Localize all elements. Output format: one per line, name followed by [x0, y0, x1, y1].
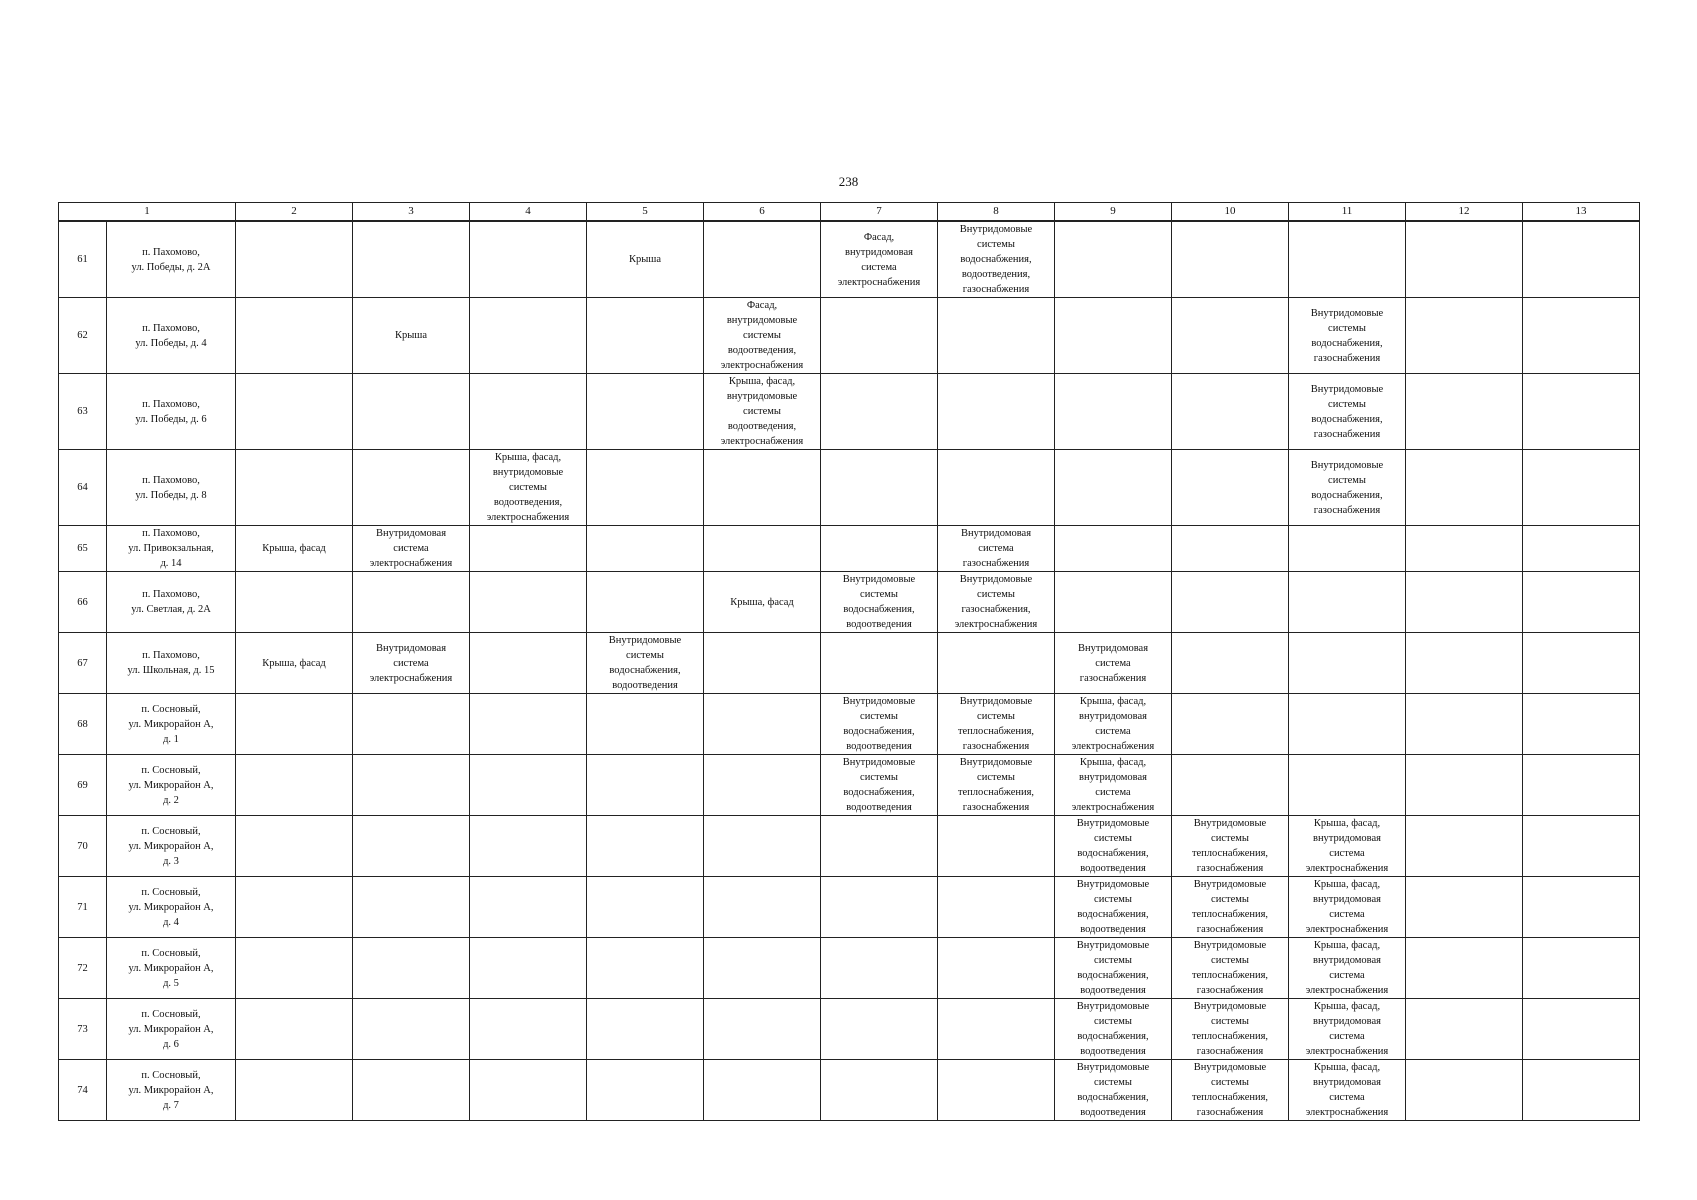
work-cell-col-5 — [587, 450, 704, 526]
work-cell-col-2: Крыша, фасад — [236, 526, 353, 572]
work-cell-col-13 — [1523, 1060, 1640, 1121]
table-row — [59, 374, 1640, 450]
column-header: 8 — [938, 203, 1055, 222]
work-cell-col-4 — [470, 633, 587, 694]
column-header: 9 — [1055, 203, 1172, 222]
work-cell-col-9: Внутридомовая система газоснабжения — [1055, 633, 1172, 694]
work-cell-col-12 — [1406, 633, 1523, 694]
work-cell-col-8: Внутридомовая система газоснабжения — [938, 526, 1055, 572]
page-number: 238 — [838, 174, 859, 189]
work-cell-col-6 — [704, 1060, 821, 1121]
work-cell-col-4 — [470, 572, 587, 633]
address-cell: п. Сосновый, ул. Микрорайон А, д. 6 — [107, 999, 236, 1060]
work-cell-col-12 — [1406, 298, 1523, 374]
work-cell-col-2 — [236, 999, 353, 1060]
work-cell-col-6 — [704, 816, 821, 877]
address-cell: п. Пахомово, ул. Светлая, д. 2А — [107, 572, 236, 633]
work-cell-col-10 — [1172, 572, 1289, 633]
work-cell-col-13 — [1523, 999, 1640, 1060]
work-cell-col-9 — [1055, 221, 1172, 298]
work-cell-col-5 — [587, 755, 704, 816]
work-cell-col-5 — [587, 298, 704, 374]
work-cell-col-4 — [470, 298, 587, 374]
work-cell-col-10 — [1172, 755, 1289, 816]
work-cell-col-3 — [353, 999, 470, 1060]
work-cell-col-10 — [1172, 450, 1289, 526]
table-row — [59, 526, 1640, 572]
table-row — [59, 221, 1640, 298]
work-cell-col-12 — [1406, 572, 1523, 633]
work-cell-col-11 — [1289, 755, 1406, 816]
work-cell-col-7: Внутридомовые системы водоснабжения, водоотведения — [821, 572, 938, 633]
table-row — [59, 999, 1640, 1060]
work-cell-col-4: Крыша, фасад, внутридомовые системы водоотведения, электроснабжения — [470, 450, 587, 526]
work-cell-col-5 — [587, 526, 704, 572]
work-cell-col-8 — [938, 816, 1055, 877]
work-cell-col-6 — [704, 526, 821, 572]
work-cell-col-5 — [587, 938, 704, 999]
work-cell-col-5: Крыша — [587, 221, 704, 298]
address-cell: п. Сосновый, ул. Микрорайон А, д. 2 — [107, 755, 236, 816]
work-cell-col-7 — [821, 298, 938, 374]
work-cell-col-2 — [236, 877, 353, 938]
row-number: 71 — [59, 877, 107, 938]
work-cell-col-6 — [704, 999, 821, 1060]
row-number: 72 — [59, 938, 107, 999]
row-number: 65 — [59, 526, 107, 572]
work-cell-col-7 — [821, 374, 938, 450]
work-cell-col-11 — [1289, 694, 1406, 755]
work-cell-col-11: Крыша, фасад, внутридомовая система электроснабжения — [1289, 1060, 1406, 1121]
work-cell-col-4 — [470, 1060, 587, 1121]
work-cell-col-3: Внутридомовая система электроснабжения — [353, 633, 470, 694]
work-cell-col-10 — [1172, 374, 1289, 450]
table-row — [59, 694, 1640, 755]
work-cell-col-8: Внутридомовые системы теплоснабжения, газоснабжения — [938, 755, 1055, 816]
work-cell-col-8 — [938, 999, 1055, 1060]
work-cell-col-11: Крыша, фасад, внутридомовая система электроснабжения — [1289, 816, 1406, 877]
work-cell-col-3 — [353, 755, 470, 816]
work-cell-col-5 — [587, 694, 704, 755]
work-cell-col-3 — [353, 374, 470, 450]
row-number: 73 — [59, 999, 107, 1060]
work-cell-col-12 — [1406, 526, 1523, 572]
work-cell-col-13 — [1523, 633, 1640, 694]
work-cell-col-10 — [1172, 633, 1289, 694]
work-cell-col-7 — [821, 816, 938, 877]
work-cell-col-3 — [353, 572, 470, 633]
work-cell-col-6 — [704, 450, 821, 526]
work-cell-col-2 — [236, 374, 353, 450]
row-number: 74 — [59, 1060, 107, 1121]
work-cell-col-3 — [353, 938, 470, 999]
work-cell-col-8: Внутридомовые системы газоснабжения, электроснабжения — [938, 572, 1055, 633]
work-cell-col-4 — [470, 999, 587, 1060]
work-cell-col-6 — [704, 938, 821, 999]
work-cell-col-13 — [1523, 816, 1640, 877]
work-cell-col-9 — [1055, 572, 1172, 633]
work-cell-col-7: Внутридомовые системы водоснабжения, водоотведения — [821, 755, 938, 816]
work-cell-col-7 — [821, 938, 938, 999]
column-header: 12 — [1406, 203, 1523, 222]
work-cell-col-5: Внутридомовые системы водоснабжения, водоотведения — [587, 633, 704, 694]
work-cell-col-2 — [236, 450, 353, 526]
work-cell-col-7: Внутридомовые системы водоснабжения, водоотведения — [821, 694, 938, 755]
table-row — [59, 816, 1640, 877]
work-cell-col-6 — [704, 877, 821, 938]
work-cell-col-4 — [470, 816, 587, 877]
work-cell-col-2 — [236, 572, 353, 633]
work-cell-col-3 — [353, 694, 470, 755]
work-cell-col-5 — [587, 1060, 704, 1121]
column-header: 10 — [1172, 203, 1289, 222]
row-number: 68 — [59, 694, 107, 755]
work-cell-col-12 — [1406, 450, 1523, 526]
row-number: 64 — [59, 450, 107, 526]
work-cell-col-3 — [353, 816, 470, 877]
repair-schedule-table — [58, 202, 1640, 1121]
work-cell-col-12 — [1406, 816, 1523, 877]
work-cell-col-5 — [587, 816, 704, 877]
work-cell-col-13 — [1523, 526, 1640, 572]
address-cell: п. Пахомово, ул. Победы, д. 2А — [107, 221, 236, 298]
work-cell-col-2 — [236, 938, 353, 999]
work-cell-col-13 — [1523, 450, 1640, 526]
work-cell-col-6: Крыша, фасад — [704, 572, 821, 633]
work-cell-col-7 — [821, 1060, 938, 1121]
work-cell-col-7 — [821, 999, 938, 1060]
column-header: 4 — [470, 203, 587, 222]
column-header: 11 — [1289, 203, 1406, 222]
row-number: 67 — [59, 633, 107, 694]
work-cell-col-8: Внутридомовые системы водоснабжения, водоотведения, газоснабжения — [938, 221, 1055, 298]
work-cell-col-11: Внутридомовые системы водоснабжения, газоснабжения — [1289, 374, 1406, 450]
address-cell: п. Пахомово, ул. Победы, д. 6 — [107, 374, 236, 450]
row-number: 62 — [59, 298, 107, 374]
work-cell-col-4 — [470, 877, 587, 938]
work-cell-col-9 — [1055, 298, 1172, 374]
table-row — [59, 938, 1640, 999]
work-cell-col-12 — [1406, 938, 1523, 999]
work-cell-col-10 — [1172, 694, 1289, 755]
work-cell-col-6 — [704, 221, 821, 298]
work-cell-col-2 — [236, 755, 353, 816]
work-cell-col-13 — [1523, 694, 1640, 755]
table-row — [59, 633, 1640, 694]
table-row — [59, 572, 1640, 633]
work-cell-col-6 — [704, 633, 821, 694]
work-cell-col-4 — [470, 938, 587, 999]
work-cell-col-4 — [470, 526, 587, 572]
work-cell-col-6 — [704, 755, 821, 816]
column-header: 2 — [236, 203, 353, 222]
work-cell-col-9: Внутридомовые системы водоснабжения, водоотведения — [1055, 816, 1172, 877]
work-cell-col-13 — [1523, 572, 1640, 633]
table-row — [59, 1060, 1640, 1121]
work-cell-col-8 — [938, 450, 1055, 526]
work-cell-col-10: Внутридомовые системы теплоснабжения, газоснабжения — [1172, 999, 1289, 1060]
work-cell-col-12 — [1406, 694, 1523, 755]
work-cell-col-6: Фасад, внутридомовые системы водоотведения, электроснабжения — [704, 298, 821, 374]
work-cell-col-9 — [1055, 450, 1172, 526]
work-cell-col-4 — [470, 694, 587, 755]
address-cell: п. Пахомово, ул. Школьная, д. 15 — [107, 633, 236, 694]
header-row — [59, 203, 1640, 222]
work-cell-col-13 — [1523, 755, 1640, 816]
work-cell-col-11 — [1289, 633, 1406, 694]
work-cell-col-6: Крыша, фасад, внутридомовые системы водоотведения, электроснабжения — [704, 374, 821, 450]
work-cell-col-13 — [1523, 298, 1640, 374]
work-cell-col-9: Внутридомовые системы водоснабжения, водоотведения — [1055, 999, 1172, 1060]
work-cell-col-8 — [938, 298, 1055, 374]
work-cell-col-9: Крыша, фасад, внутридомовая система электроснабжения — [1055, 694, 1172, 755]
work-cell-col-3 — [353, 877, 470, 938]
work-cell-col-2 — [236, 298, 353, 374]
column-header: 1 — [59, 203, 236, 222]
work-cell-col-9: Крыша, фасад, внутридомовая система электроснабжения — [1055, 755, 1172, 816]
work-cell-col-8 — [938, 1060, 1055, 1121]
work-cell-col-13 — [1523, 938, 1640, 999]
column-header: 13 — [1523, 203, 1640, 222]
work-cell-col-10: Внутридомовые системы теплоснабжения, газоснабжения — [1172, 938, 1289, 999]
address-cell: п. Сосновый, ул. Микрорайон А, д. 7 — [107, 1060, 236, 1121]
work-cell-col-11: Крыша, фасад, внутридомовая система электроснабжения — [1289, 938, 1406, 999]
row-number: 63 — [59, 374, 107, 450]
column-header: 7 — [821, 203, 938, 222]
work-cell-col-10 — [1172, 298, 1289, 374]
address-cell: п. Пахомово, ул. Победы, д. 8 — [107, 450, 236, 526]
work-cell-col-8: Внутридомовые системы теплоснабжения, газоснабжения — [938, 694, 1055, 755]
row-number: 69 — [59, 755, 107, 816]
work-cell-col-3: Внутридомовая система электроснабжения — [353, 526, 470, 572]
work-cell-col-9 — [1055, 374, 1172, 450]
work-cell-col-5 — [587, 374, 704, 450]
work-cell-col-3 — [353, 450, 470, 526]
work-cell-col-12 — [1406, 999, 1523, 1060]
table-row — [59, 450, 1640, 526]
table-row — [59, 877, 1640, 938]
work-cell-col-8 — [938, 374, 1055, 450]
work-cell-col-7 — [821, 633, 938, 694]
work-cell-col-3 — [353, 221, 470, 298]
work-cell-col-13 — [1523, 374, 1640, 450]
work-cell-col-13 — [1523, 221, 1640, 298]
work-cell-col-7 — [821, 450, 938, 526]
work-cell-col-7: Фасад, внутридомовая система электроснабжения — [821, 221, 938, 298]
work-cell-col-2 — [236, 816, 353, 877]
work-cell-col-8 — [938, 938, 1055, 999]
work-cell-col-13 — [1523, 877, 1640, 938]
work-cell-col-10 — [1172, 221, 1289, 298]
work-cell-col-7 — [821, 877, 938, 938]
work-cell-col-3 — [353, 1060, 470, 1121]
work-cell-col-5 — [587, 877, 704, 938]
work-cell-col-9 — [1055, 526, 1172, 572]
work-cell-col-2 — [236, 221, 353, 298]
address-cell: п. Пахомово, ул. Привокзальная, д. 14 — [107, 526, 236, 572]
row-number: 66 — [59, 572, 107, 633]
work-cell-col-5 — [587, 572, 704, 633]
work-cell-col-8 — [938, 633, 1055, 694]
work-cell-col-12 — [1406, 755, 1523, 816]
work-cell-col-12 — [1406, 374, 1523, 450]
work-cell-col-10 — [1172, 526, 1289, 572]
work-cell-col-2 — [236, 694, 353, 755]
work-cell-col-10: Внутридомовые системы теплоснабжения, газоснабжения — [1172, 877, 1289, 938]
work-cell-col-11: Внутридомовые системы водоснабжения, газоснабжения — [1289, 450, 1406, 526]
row-number: 61 — [59, 221, 107, 298]
work-cell-col-10: Внутридомовые системы теплоснабжения, газоснабжения — [1172, 1060, 1289, 1121]
work-cell-col-11 — [1289, 221, 1406, 298]
work-cell-col-5 — [587, 999, 704, 1060]
work-cell-col-12 — [1406, 1060, 1523, 1121]
work-cell-col-12 — [1406, 877, 1523, 938]
work-cell-col-10: Внутридомовые системы теплоснабжения, газоснабжения — [1172, 816, 1289, 877]
work-cell-col-6 — [704, 694, 821, 755]
work-cell-col-7 — [821, 526, 938, 572]
column-header: 6 — [704, 203, 821, 222]
work-cell-col-11 — [1289, 572, 1406, 633]
work-cell-col-9: Внутридомовые системы водоснабжения, водоотведения — [1055, 877, 1172, 938]
column-header: 5 — [587, 203, 704, 222]
work-cell-col-11 — [1289, 526, 1406, 572]
work-cell-col-4 — [470, 221, 587, 298]
column-header: 3 — [353, 203, 470, 222]
work-cell-col-8 — [938, 877, 1055, 938]
work-cell-col-9: Внутридомовые системы водоснабжения, водоотведения — [1055, 938, 1172, 999]
work-cell-col-2: Крыша, фасад — [236, 633, 353, 694]
table-row — [59, 298, 1640, 374]
work-cell-col-4 — [470, 374, 587, 450]
address-cell: п. Пахомово, ул. Победы, д. 4 — [107, 298, 236, 374]
work-cell-col-11: Внутридомовые системы водоснабжения, газоснабжения — [1289, 298, 1406, 374]
work-cell-col-9: Внутридомовые системы водоснабжения, водоотведения — [1055, 1060, 1172, 1121]
address-cell: п. Сосновый, ул. Микрорайон А, д. 3 — [107, 816, 236, 877]
work-cell-col-3: Крыша — [353, 298, 470, 374]
table-row — [59, 755, 1640, 816]
address-cell: п. Сосновый, ул. Микрорайон А, д. 5 — [107, 938, 236, 999]
work-cell-col-12 — [1406, 221, 1523, 298]
row-number: 70 — [59, 816, 107, 877]
work-cell-col-2 — [236, 1060, 353, 1121]
address-cell: п. Сосновый, ул. Микрорайон А, д. 1 — [107, 694, 236, 755]
work-cell-col-11: Крыша, фасад, внутридомовая система электроснабжения — [1289, 877, 1406, 938]
work-cell-col-11: Крыша, фасад, внутридомовая система электроснабжения — [1289, 999, 1406, 1060]
address-cell: п. Сосновый, ул. Микрорайон А, д. 4 — [107, 877, 236, 938]
work-cell-col-4 — [470, 755, 587, 816]
